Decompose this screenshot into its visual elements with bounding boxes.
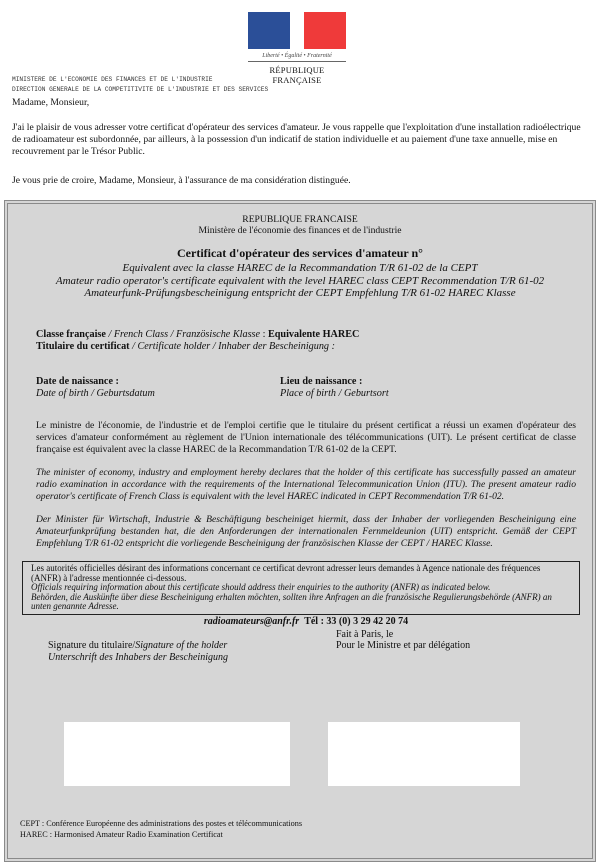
letter-body: J'ai le plaisir de vous adresser votre certificat d'opérateur des services d'amateur. Je vous rappelle que l'exploitation d'une installation radioélectrique de radioamateur est subordonnée, par ailleurs, à la possession d'un indicatif de station individuelle et au paiement d'une taxe annuelle, mise en recouvrement par le Trésor Public. [12,122,581,157]
dob-label-translations: Date of birth / Geburtsdatum [36,388,155,399]
contact-line [36,616,576,628]
dob-field [36,376,276,400]
pob-field [280,376,520,400]
direction-line: DIRECTION GENERALE DE LA COMPETITIVITE DE L'INDUSTRIE ET DES SERVICES [12,86,269,93]
certificate [4,200,596,862]
holder-label: Titulaire du certificat [36,341,130,352]
signature-row [36,629,576,664]
contact-phone: Tél : 33 (0) 3 29 42 20 74 [304,615,409,627]
motto: Liberté • Égalité • Fraternité [248,53,346,62]
cert-ministry: Ministère de l'économie des finances et de l'industrie [198,225,402,236]
certificate-body [31,420,576,663]
sig-fr: Signature du titulaire/ [48,640,136,652]
class-value: Equivalente HAREC [267,329,360,340]
holder-label-translations: / Certificate holder / Inhaber der Bescheinigung : [129,341,335,352]
paragraph-fr: Le ministre de l'économie, de l'industrie et de l'emploi certifie que le titulaire du présent certificat a réussi un examen d'opérateur des services d'amateur conformément au règlement de l'Union internationale des télécommunications (UIT). Le présent certificat de classe française est équivalent avec la classe HAREC de la Recommandation T/R 61-02 de la CEPT. [36,420,576,455]
footnote-cept: CEPT : Conférence Européenne des administrations des postes et télécommunications [20,819,303,828]
republic-name: RÉPUBLIQUE FRANÇAISE [269,65,325,85]
notice-de: Behörden, die Auskünfte über diese Bescheinigung erhalten möchten, sollten ihre Anfragen an die französische Regulierungsbehörde (ANFR) an unten genannte Adresse. [31,591,552,612]
notice-box [22,561,580,615]
class-sep: : [260,329,268,340]
footnotes [20,818,560,840]
delegation: Pour le Ministre et par délégation [336,640,471,652]
holder-line [36,341,576,353]
letter-closing: Je vous prie de croire, Madame, Monsieur, à l'assurance de ma considération distinguée. [12,175,351,186]
pob-label-translations: Place of birth / Geburtsort [280,388,389,399]
made-at: Fait à Paris, le [336,628,394,640]
sig-en: Signature of the holder [135,640,228,652]
holder-signature-area [64,722,290,786]
minister-signature-area [328,722,520,786]
class-label-translations: / French Class / Französische Klasse [105,329,261,340]
marianne-flag-icon [248,12,346,49]
cert-title: Certificat d'opérateur des services d'amateur n° [177,246,423,260]
sig-de: Unterschrift des Inhabers der Bescheinigung [48,651,228,663]
ministry-line: MINISTERE DE L'ECONOMIE DES FINANCES ET DE L'INDUSTRIE [12,76,213,83]
pob-label: Lieu de naissance : [280,376,363,387]
ministry-header [12,75,268,95]
subtitle-fr: Equivalent avec la classe HAREC de la Recommandation T/R 61-02 de la CEPT [122,262,478,274]
issuer-block [336,629,576,664]
notice-en: Officials requiring information about this certificate should address their enquiries to the authority (ANFR) as indicated below. [31,582,491,593]
contact-email[interactable]: radioamateurs@anfr.fr [203,615,300,627]
class-line [36,329,576,341]
subtitle-de: Amateurfunk-Prüfungsbescheinigung entspricht der CEPT Empfehlung T/R 61-02 HAREC Klasse [84,287,516,299]
signature-label [36,629,336,664]
salutation: Madame, Monsieur, [12,97,90,108]
dob-label: Date de naissance : [36,376,119,387]
footnote-harec: HAREC : Harmonised Amateur Radio Examination Certificat [20,830,223,839]
cert-republic: REPUBLIQUE FRANCAISE [242,214,358,225]
class-label: Classe française [36,329,106,340]
notice-fr: Les autorités officielles désirant des informations concernant ce certificat devront adresser leurs demandes à Agence nationale des fréquences (ANFR) à l'adresse mentionnée ci-dessous. [31,563,541,583]
paragraph-en: The minister of economy, industry and employment hereby declares that the holder of this certificate has successfully passed an amateur radio examination in accordance with the requirements of the International Telecommunication Union (ITU). The present amateur radio operator's certificate of French Class is equivalent with the level HAREC indicated in CEPT Recommendation T/R 61-02. [36,467,576,502]
subtitle-en: Amateur radio operator's certificate equivalent with the level HAREC class CEPT Recommendation T/R 61-02 [55,274,545,287]
paragraph-de: Der Minister für Wirtschaft, Industrie & Beschäftigung bescheiniget hiermit, dass der Inhaber der vorliegenden Bescheinigung eine Amateurfunkprüfung bestanden hat, die den Anforderungen der internationalen Fernmeldeunion (UIT) entspricht. Gemäß der CEPT Empfehlung T/R 61-02 entspricht die vorliegende Bescheinigung der französischen Klasse der CEPT / HAREC Klasse. [36,514,576,549]
